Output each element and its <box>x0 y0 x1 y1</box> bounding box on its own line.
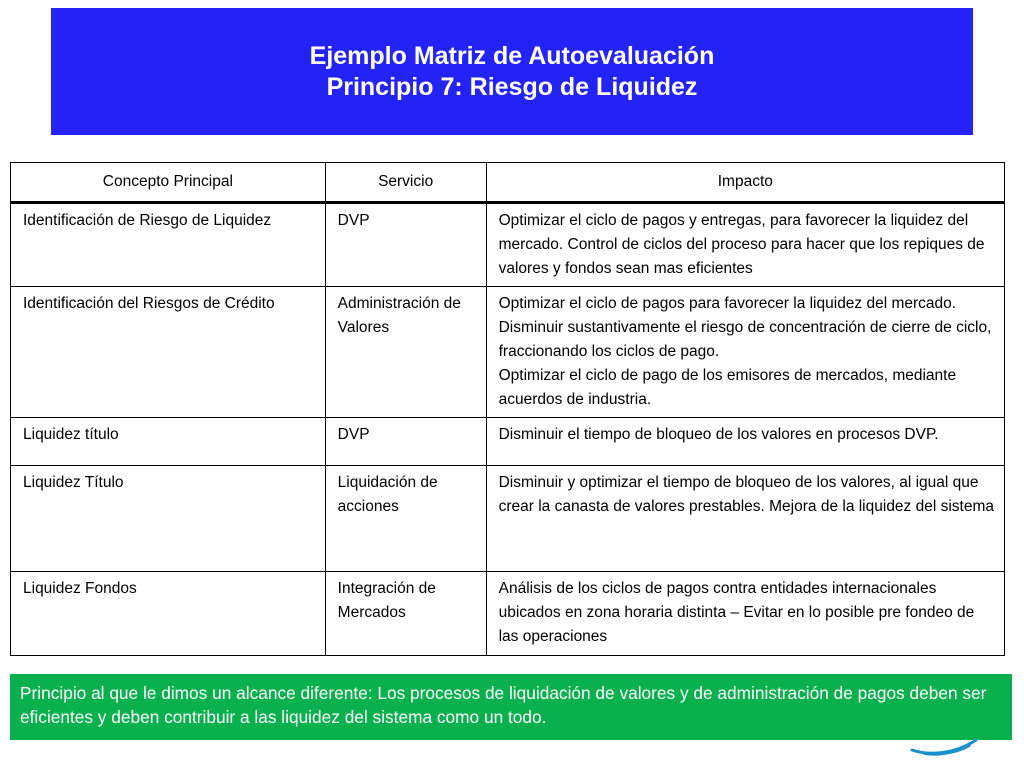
impact-text: Optimizar el ciclo de pagos y entregas, para favorecer la liquidez del mercado. Control de ciclos del proceso para hacer que los repiques de valores y fondos sean mas eficientes <box>498 212 985 277</box>
title-line-1: Ejemplo Matriz de Autoevaluación <box>309 41 715 70</box>
header-servicio: Servicio <box>325 163 486 203</box>
table-row <box>11 203 1005 287</box>
cell-servicio: Liquidación de acciones <box>325 466 486 572</box>
header-concepto: Concepto Principal <box>11 163 326 203</box>
cell-concepto: Liquidez Fondos <box>11 572 326 656</box>
cell-impacto <box>486 418 1004 466</box>
title-line-2: Principio 7: Riesgo de Liquidez <box>326 72 698 101</box>
logo-swoosh-icon <box>910 738 980 758</box>
cell-impacto <box>486 466 1004 572</box>
cell-servicio: DVP <box>325 203 486 287</box>
impact-text: Análisis de los ciclos de pagos contra entidades internacionales ubicados en zona horaria distinta – Evitar en lo posible pre fondeo de las operaciones <box>498 580 975 645</box>
cell-impacto <box>486 203 1004 287</box>
cell-concepto: Liquidez título <box>11 418 326 466</box>
table-row <box>11 466 1005 572</box>
table-header-row <box>11 163 1005 203</box>
impact-text: Optimizar el ciclo de pago de los emisores de mercados, mediante acuerdos de industria. <box>498 367 957 408</box>
cell-concepto: Identificación de Riesgo de Liquidez <box>11 203 326 287</box>
table-row <box>11 418 1005 466</box>
impact-text: Optimizar el ciclo de pagos para favorecer la liquidez del mercado. <box>498 295 957 312</box>
cell-servicio: Administración de Valores <box>325 287 486 418</box>
self-assessment-table <box>10 162 1005 656</box>
cell-servicio: Integración de Mercados <box>325 572 486 656</box>
impact-text: Disminuir y optimizar el tiempo de bloqueo de los valores, al igual que crear la canasta de valores prestables. Mejora de la liquidez del sistema <box>498 474 995 515</box>
cell-servicio: DVP <box>325 418 486 466</box>
header-impacto: Impacto <box>486 163 1004 203</box>
cell-impacto <box>486 572 1004 656</box>
title-banner <box>51 8 973 135</box>
cell-impacto <box>486 287 1004 418</box>
principle-note: Principio al que le dimos un alcance diferente: Los procesos de liquidación de valores y de administración de pagos deben ser eficientes y deben contribuir a las liquidez del sistema como un todo. <box>10 674 1012 740</box>
table-row <box>11 572 1005 656</box>
cell-concepto: Identificación del Riesgos de Crédito <box>11 287 326 418</box>
cell-concepto: Liquidez Título <box>11 466 326 572</box>
table-row <box>11 287 1005 418</box>
impact-text: Disminuir el tiempo de bloqueo de los valores en procesos DVP. <box>498 426 939 443</box>
impact-text: Disminuir sustantivamente el riesgo de concentración de cierre de ciclo, fraccionando los ciclos de pago. <box>498 319 992 360</box>
